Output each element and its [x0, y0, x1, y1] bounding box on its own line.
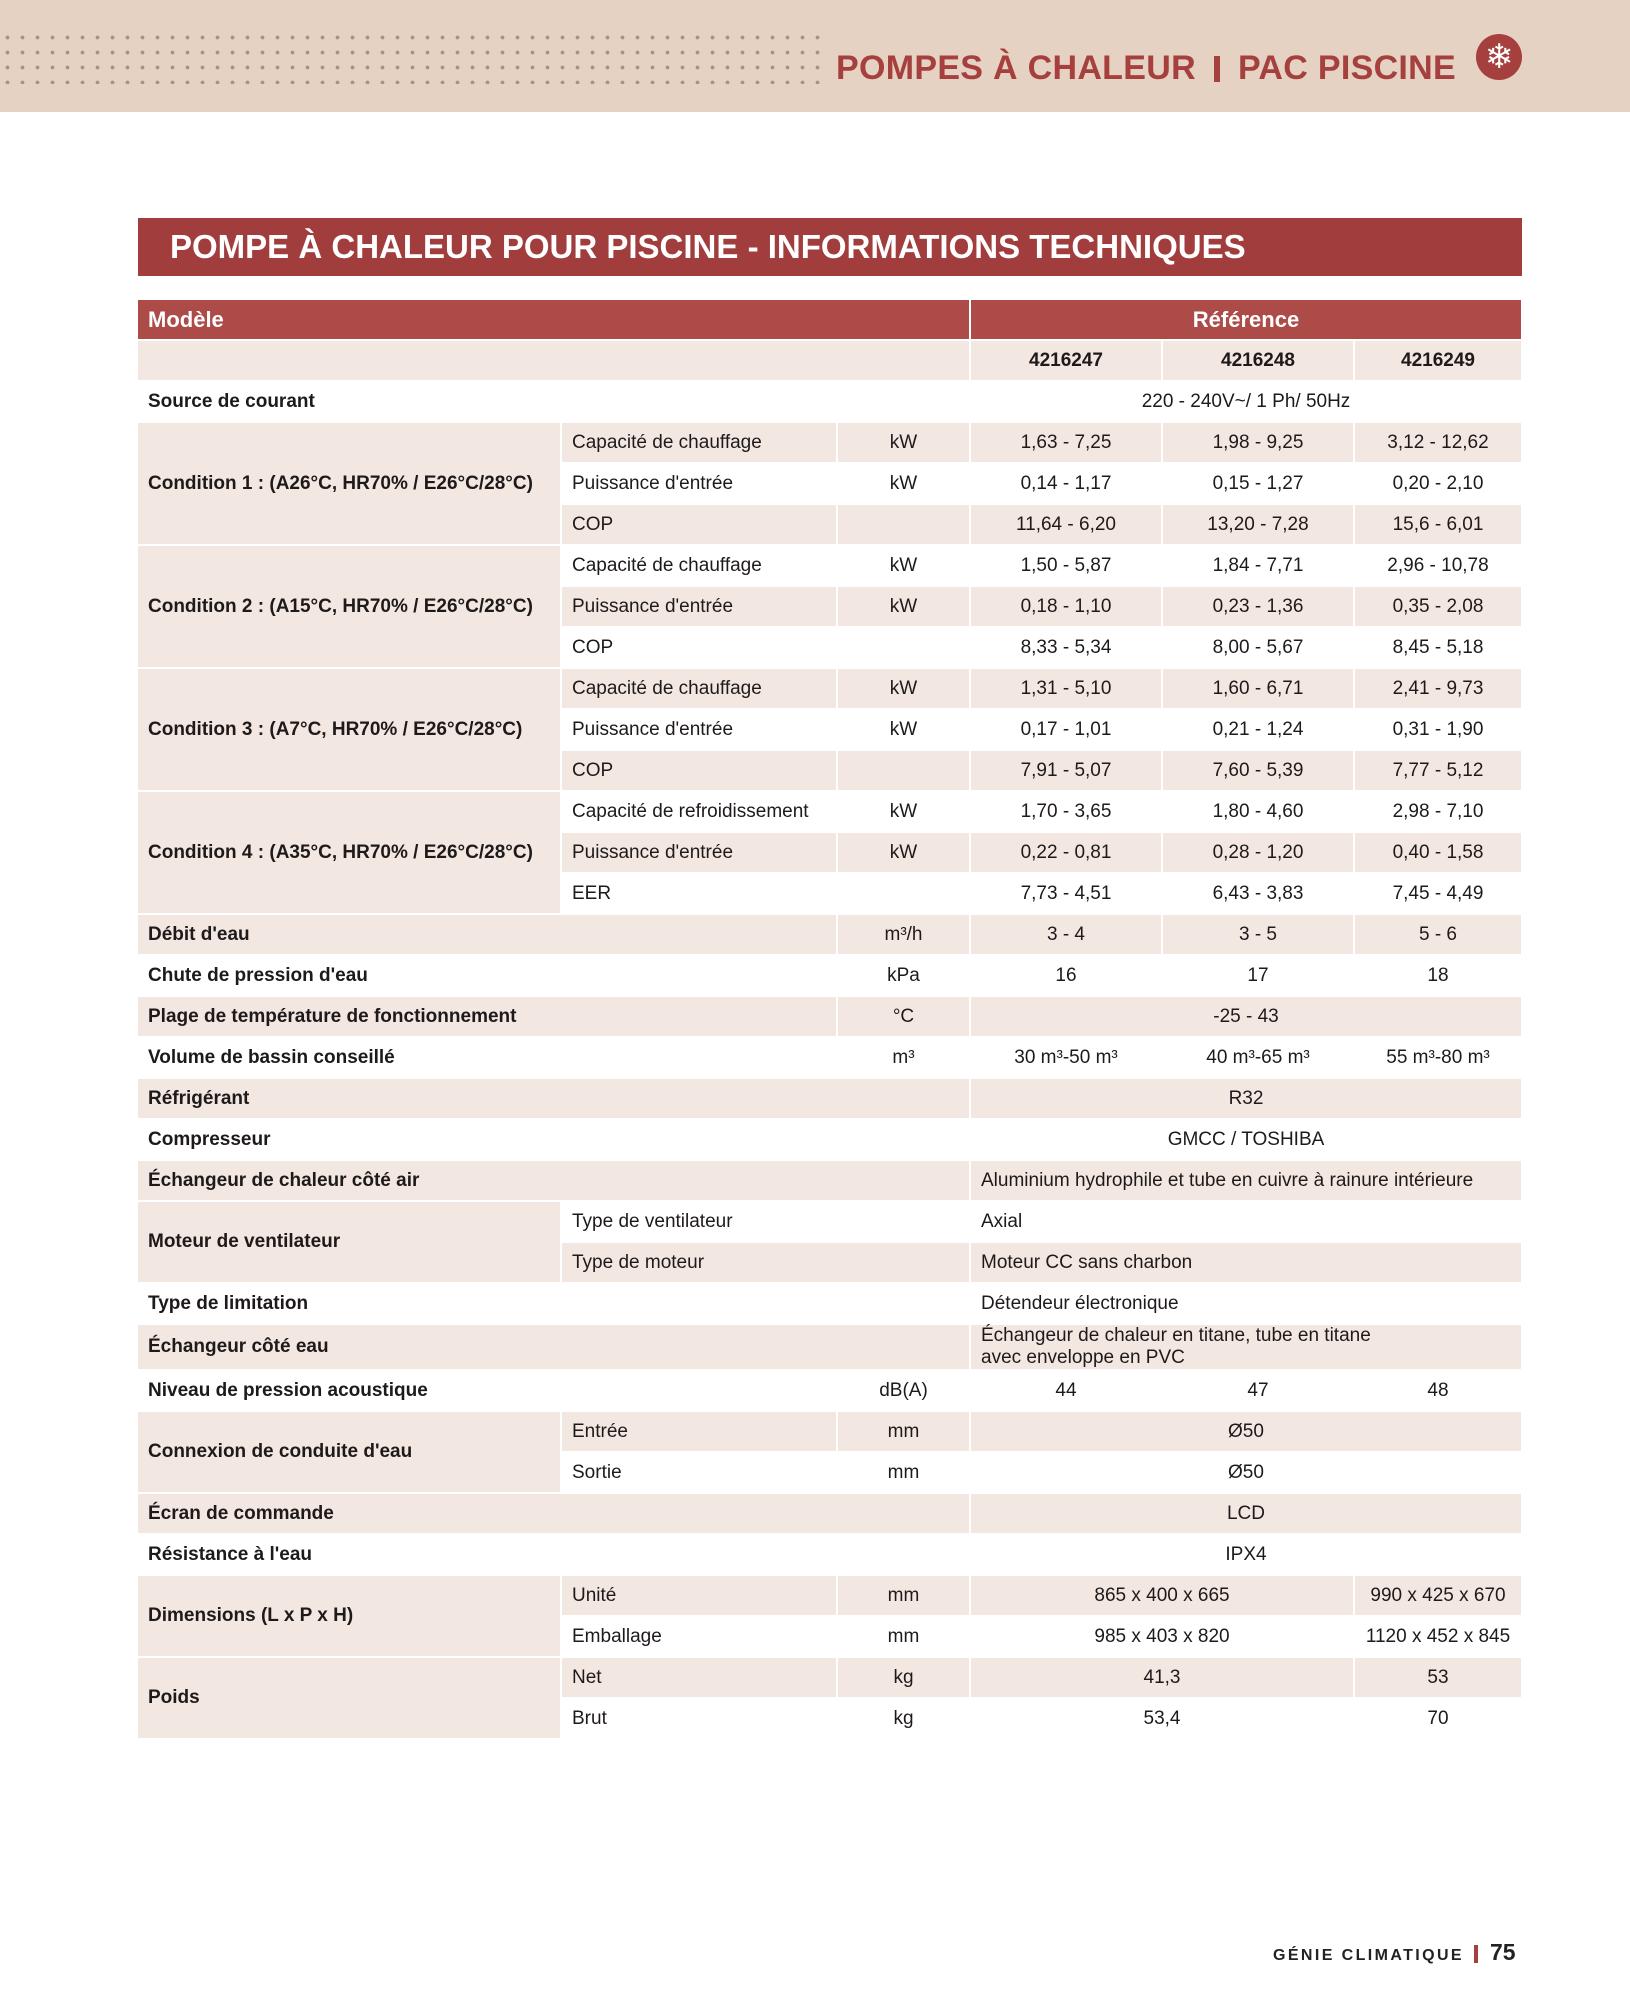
- value-cell: 1,80 - 4,60: [1162, 791, 1354, 832]
- param-label: Capacité de chauffage: [561, 668, 837, 709]
- value-cell: 17: [1162, 955, 1354, 996]
- condition-label: Condition 1 : (A26°C, HR70% / E26°C/28°C): [138, 422, 561, 545]
- table-row: [138, 1534, 1522, 1575]
- unit-cell: [837, 873, 970, 914]
- group-label: Connexion de conduite d'eau: [138, 1411, 561, 1493]
- value-cell: 2,98 - 7,10: [1354, 791, 1522, 832]
- section-name: POMPES À CHALEUR: [836, 49, 1196, 87]
- unit-cell: kW: [837, 709, 970, 750]
- unit-cell: m³: [837, 1037, 970, 1078]
- page-footer: [1273, 1934, 1516, 1970]
- value-cell: 2,41 - 9,73: [1354, 668, 1522, 709]
- technical-spec-table: [138, 300, 1523, 1740]
- value-cell: 48: [1354, 1370, 1522, 1411]
- value-cell: 865 x 400 x 665: [970, 1575, 1354, 1616]
- value-cell: 3 - 5: [1162, 914, 1354, 955]
- param-label: Entrée: [561, 1411, 837, 1452]
- row-label: Plage de température de fonctionnement: [138, 996, 837, 1037]
- group-label: Poids: [138, 1657, 561, 1739]
- param-label: Capacité de refroidissement: [561, 791, 837, 832]
- table-row: [138, 914, 1522, 955]
- dot-pattern: [0, 30, 820, 84]
- unit-cell: kg: [837, 1657, 970, 1698]
- value-line: Échangeur de chaleur en titane, tube en titane: [981, 1325, 1371, 1346]
- value-cell: 18: [1354, 955, 1522, 996]
- unit-cell: kPa: [837, 955, 970, 996]
- value-line: avec enveloppe en PVC: [981, 1347, 1185, 1368]
- value-cell: 1,98 - 9,25: [1162, 422, 1354, 463]
- value-cell: 0,28 - 1,20: [1162, 832, 1354, 873]
- value-cell: 0,15 - 1,27: [1162, 463, 1354, 504]
- unit-cell: mm: [837, 1616, 970, 1657]
- row-label: Type de limitation: [138, 1283, 970, 1324]
- value-cell: Détendeur électronique: [970, 1283, 1522, 1324]
- reference-cell: 4216247: [970, 340, 1162, 381]
- param-label: Unité: [561, 1575, 837, 1616]
- param-label: Puissance d'entrée: [561, 463, 837, 504]
- value-cell: Ø50: [970, 1452, 1522, 1493]
- subsection-name: PAC PISCINE: [1237, 49, 1456, 87]
- table-header-row: [138, 300, 1522, 340]
- value-cell: 16: [970, 955, 1162, 996]
- unit-cell: mm: [837, 1411, 970, 1452]
- table-row: [138, 996, 1522, 1037]
- unit-cell: mm: [837, 1575, 970, 1616]
- row-label: Résistance à l'eau: [138, 1534, 970, 1575]
- value-cell: 30 m³-50 m³: [970, 1037, 1162, 1078]
- param-label: Emballage: [561, 1616, 837, 1657]
- row-label: Réfrigérant: [138, 1078, 970, 1119]
- section-title: [836, 46, 1456, 90]
- value-cell: 40 m³-65 m³: [1162, 1037, 1354, 1078]
- table-row: [138, 1575, 1522, 1616]
- value-cell: 1,60 - 6,71: [1162, 668, 1354, 709]
- table-row: [138, 1078, 1522, 1119]
- param-label: Puissance d'entrée: [561, 586, 837, 627]
- unit-cell: [837, 504, 970, 545]
- value-cell: 1120 x 452 x 845: [1354, 1616, 1522, 1657]
- param-label: COP: [561, 627, 837, 668]
- value-cell: -25 - 43: [970, 996, 1522, 1037]
- unit-cell: kW: [837, 586, 970, 627]
- group-label: Moteur de ventilateur: [138, 1201, 561, 1283]
- reference-cell: 4216249: [1354, 340, 1522, 381]
- table-row: [138, 1370, 1522, 1411]
- value-cell: 2,96 - 10,78: [1354, 545, 1522, 586]
- value-cell: 0,14 - 1,17: [970, 463, 1162, 504]
- value-cell: 7,45 - 4,49: [1354, 873, 1522, 914]
- value-cell: 11,64 - 6,20: [970, 504, 1162, 545]
- row-label: Source de courant: [138, 381, 970, 422]
- row-label: Niveau de pression acoustique: [138, 1370, 837, 1411]
- param-label: Puissance d'entrée: [561, 709, 837, 750]
- value-cell: 8,45 - 5,18: [1354, 627, 1522, 668]
- table-row: [138, 1160, 1522, 1201]
- table-row: [138, 1037, 1522, 1078]
- title-separator: [1214, 56, 1220, 82]
- value-cell: Ø50: [970, 1411, 1522, 1452]
- unit-cell: kW: [837, 545, 970, 586]
- page-title-banner: [138, 218, 1522, 276]
- param-label: COP: [561, 504, 837, 545]
- footer-separator: [1474, 1945, 1478, 1963]
- value-cell: 1,63 - 7,25: [970, 422, 1162, 463]
- value-cell: 1,70 - 3,65: [970, 791, 1162, 832]
- unit-cell: kW: [837, 832, 970, 873]
- value-cell: 8,33 - 5,34: [970, 627, 1162, 668]
- table-row: [138, 545, 1522, 586]
- param-label: Net: [561, 1657, 837, 1698]
- condition-label: Condition 3 : (A7°C, HR70% / E26°C/28°C): [138, 668, 561, 791]
- param-label: Type de ventilateur: [561, 1201, 970, 1242]
- value-cell: 0,20 - 2,10: [1354, 463, 1522, 504]
- page-number: 75: [1490, 1939, 1516, 1965]
- value-cell: 0,23 - 1,36: [1162, 586, 1354, 627]
- value-cell: IPX4: [970, 1534, 1522, 1575]
- value-cell: 55 m³-80 m³: [1354, 1037, 1522, 1078]
- row-label: Chute de pression d'eau: [138, 955, 837, 996]
- reference-cell: 4216248: [1162, 340, 1354, 381]
- table-row: [138, 668, 1522, 709]
- value-cell: Moteur CC sans charbon: [970, 1242, 1522, 1283]
- value-cell: 1,50 - 5,87: [970, 545, 1162, 586]
- unit-cell: kW: [837, 463, 970, 504]
- row-label: Débit d'eau: [138, 914, 837, 955]
- value-cell: GMCC / TOSHIBA: [970, 1119, 1522, 1160]
- value-cell: 990 x 425 x 670: [1354, 1575, 1522, 1616]
- reference-row: [138, 340, 1522, 381]
- table-row: [138, 1493, 1522, 1534]
- param-label: Capacité de chauffage: [561, 545, 837, 586]
- param-label: Capacité de chauffage: [561, 422, 837, 463]
- unit-cell: kg: [837, 1698, 970, 1739]
- unit-cell: °C: [837, 996, 970, 1037]
- unit-cell: m³/h: [837, 914, 970, 955]
- group-label: Dimensions (L x P x H): [138, 1575, 561, 1657]
- row-label: Compresseur: [138, 1119, 970, 1160]
- table-row: [138, 422, 1522, 463]
- value-cell: 0,35 - 2,08: [1354, 586, 1522, 627]
- value-cell: 3,12 - 12,62: [1354, 422, 1522, 463]
- table-row: [138, 1657, 1522, 1698]
- value-cell: 0,40 - 1,58: [1354, 832, 1522, 873]
- value-cell: 1,31 - 5,10: [970, 668, 1162, 709]
- table-row: [138, 1411, 1522, 1452]
- unit-cell: [837, 750, 970, 791]
- table-row: [138, 1283, 1522, 1324]
- value-cell: 0,18 - 1,10: [970, 586, 1162, 627]
- value-cell: 47: [1162, 1370, 1354, 1411]
- value-cell: 5 - 6: [1354, 914, 1522, 955]
- snowflake-icon: ❄: [1476, 34, 1522, 80]
- value-cell: 6,43 - 3,83: [1162, 873, 1354, 914]
- value-cell: 53,4: [970, 1698, 1354, 1739]
- value-cell: 70: [1354, 1698, 1522, 1739]
- param-label: Brut: [561, 1698, 837, 1739]
- value-cell: 7,73 - 4,51: [970, 873, 1162, 914]
- value-cell: Axial: [970, 1201, 1522, 1242]
- condition-label: Condition 4 : (A35°C, HR70% / E26°C/28°C): [138, 791, 561, 914]
- table-row: [138, 791, 1522, 832]
- value-cell: 0,17 - 1,01: [970, 709, 1162, 750]
- value-cell: 8,00 - 5,67: [1162, 627, 1354, 668]
- footer-label: GÉNIE CLIMATIQUE: [1273, 1947, 1464, 1964]
- unit-cell: [837, 627, 970, 668]
- table-row: [138, 955, 1522, 996]
- param-label: Puissance d'entrée: [561, 832, 837, 873]
- value-cell: LCD: [970, 1493, 1522, 1534]
- row-label: Écran de commande: [138, 1493, 970, 1534]
- value-cell: Aluminium hydrophile et tube en cuivre à rainure intérieure: [970, 1160, 1522, 1201]
- value-cell: 3 - 4: [970, 914, 1162, 955]
- value-cell: 7,77 - 5,12: [1354, 750, 1522, 791]
- value-cell: 13,20 - 7,28: [1162, 504, 1354, 545]
- table-row: [138, 1201, 1522, 1242]
- table-row: [138, 381, 1522, 422]
- value-cell: 53: [1354, 1657, 1522, 1698]
- reference-header: Référence: [970, 300, 1522, 340]
- row-value: 220 - 240V~/ 1 Ph/ 50Hz: [970, 381, 1522, 422]
- unit-cell: dB(A): [837, 1370, 970, 1411]
- value-cell: 41,3: [970, 1657, 1354, 1698]
- value-cell: R32: [970, 1078, 1522, 1119]
- unit-cell: mm: [837, 1452, 970, 1493]
- value-cell: 7,91 - 5,07: [970, 750, 1162, 791]
- value-cell: 0,31 - 1,90: [1354, 709, 1522, 750]
- model-header: Modèle: [138, 300, 970, 340]
- unit-cell: kW: [837, 668, 970, 709]
- table-row: [138, 1119, 1522, 1160]
- unit-cell: kW: [837, 791, 970, 832]
- value-cell: 985 x 403 x 820: [970, 1616, 1354, 1657]
- page-title: POMPE À CHALEUR POUR PISCINE - INFORMATIONS TECHNIQUES: [170, 228, 1246, 265]
- value-cell: 0,21 - 1,24: [1162, 709, 1354, 750]
- row-label: Volume de bassin conseillé: [138, 1037, 837, 1078]
- value-cell: 0,22 - 0,81: [970, 832, 1162, 873]
- table-row: [138, 1324, 1522, 1370]
- value-cell: 44: [970, 1370, 1162, 1411]
- param-label: COP: [561, 750, 837, 791]
- param-label: Type de moteur: [561, 1242, 970, 1283]
- row-label: Échangeur de chaleur côté air: [138, 1160, 970, 1201]
- value-cell: 7,60 - 5,39: [1162, 750, 1354, 791]
- condition-label: Condition 2 : (A15°C, HR70% / E26°C/28°C): [138, 545, 561, 668]
- row-label: Échangeur côté eau: [138, 1324, 970, 1370]
- unit-cell: kW: [837, 422, 970, 463]
- top-header-bar: [0, 0, 1630, 112]
- value-cell: 15,6 - 6,01: [1354, 504, 1522, 545]
- value-cell: [970, 1324, 1522, 1370]
- param-label: EER: [561, 873, 837, 914]
- param-label: Sortie: [561, 1452, 837, 1493]
- value-cell: 1,84 - 7,71: [1162, 545, 1354, 586]
